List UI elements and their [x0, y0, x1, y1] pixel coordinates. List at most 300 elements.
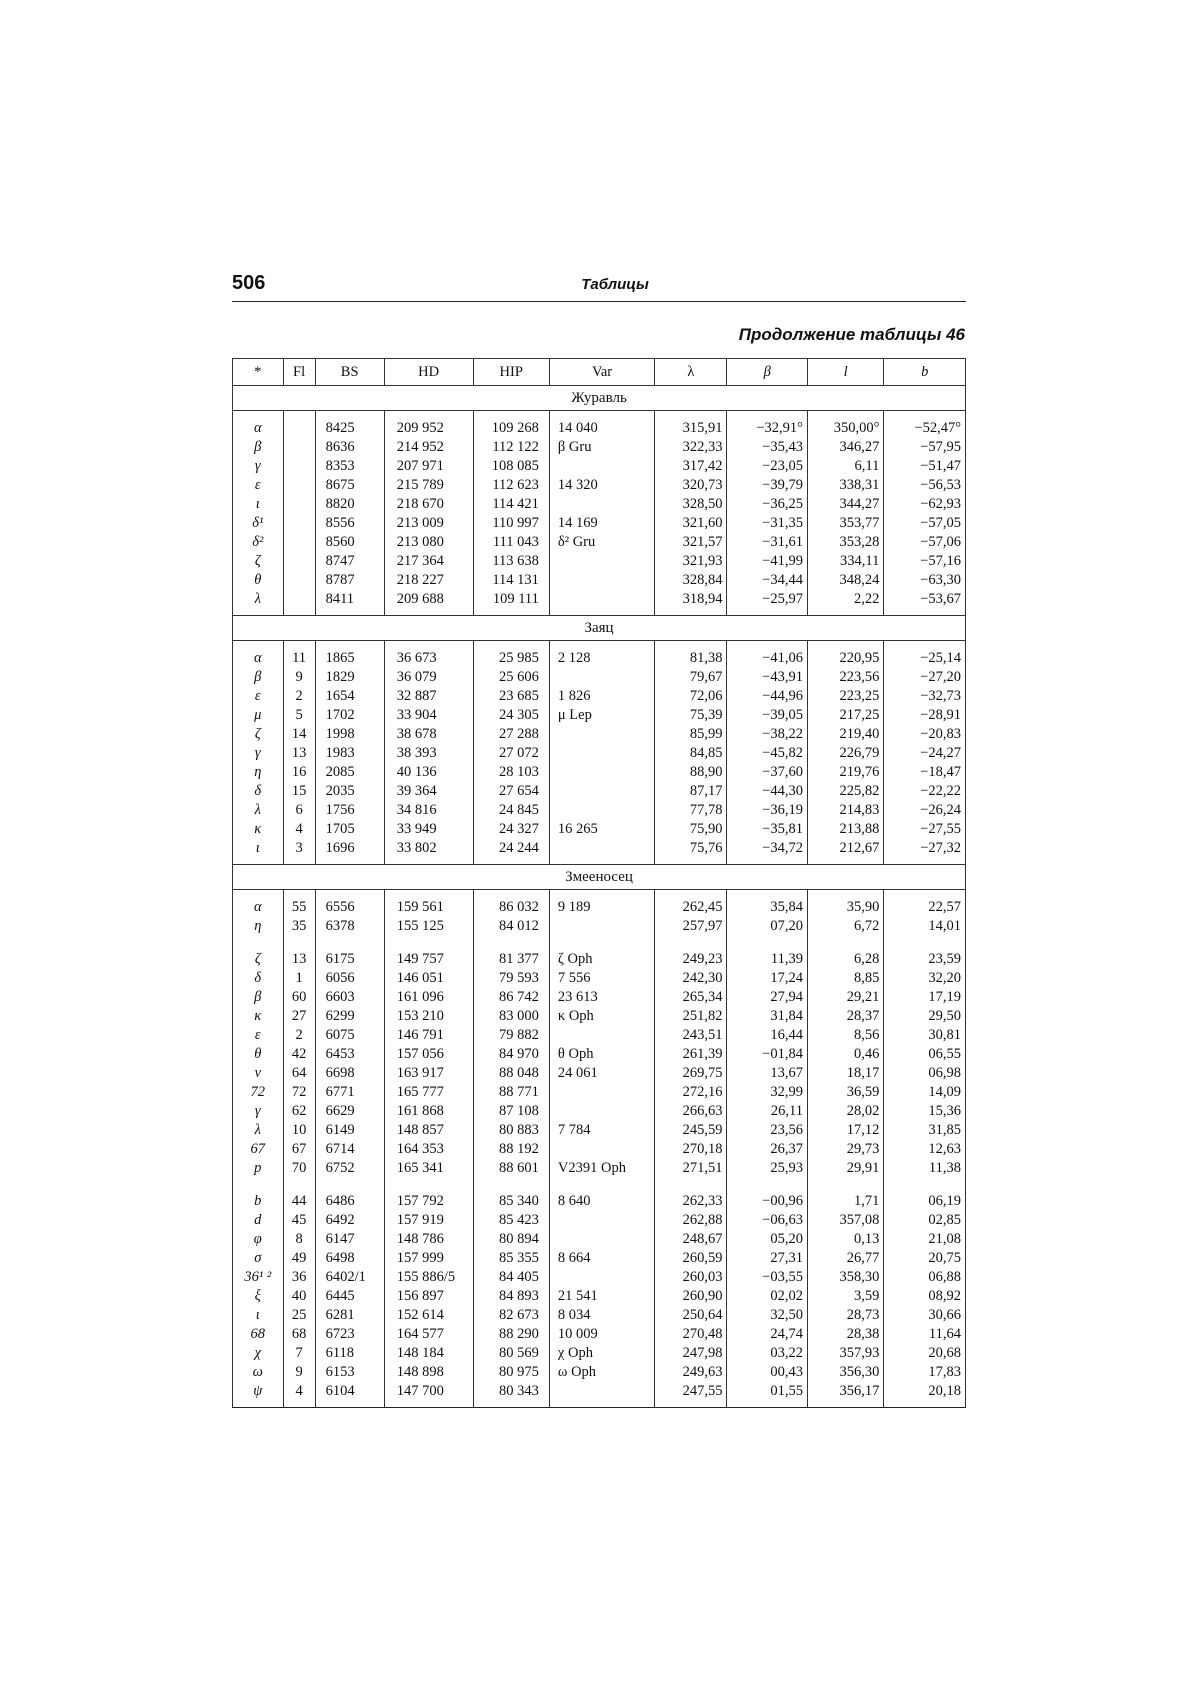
- galactic-l-cell: 6,28: [807, 936, 883, 969]
- lambda-cell: 249,23: [655, 936, 727, 969]
- beta-cell: 26,37: [727, 1140, 808, 1159]
- beta-cell: −43,91: [727, 668, 808, 687]
- galactic-l-cell: 36,59: [807, 1083, 883, 1102]
- hd-cell: 148 184: [384, 1344, 473, 1363]
- galactic-b-cell: 06,55: [884, 1045, 966, 1064]
- hd-cell: 38 393: [384, 744, 473, 763]
- flamsteed-cell: 9: [283, 1363, 315, 1382]
- beta-cell: −31,61: [727, 533, 808, 552]
- bs-cell: 6556: [315, 890, 384, 918]
- beta-cell: −03,55: [727, 1268, 808, 1287]
- bs-cell: 8556: [315, 514, 384, 533]
- star-cell: β: [233, 988, 284, 1007]
- galactic-l-cell: 35,90: [807, 890, 883, 918]
- flamsteed-cell: 27: [283, 1007, 315, 1026]
- beta-cell: 00,43: [727, 1363, 808, 1382]
- header-b: b: [884, 359, 966, 386]
- flamsteed-cell: 16: [283, 763, 315, 782]
- beta-cell: 35,84: [727, 890, 808, 918]
- beta-cell: 16,44: [727, 1026, 808, 1045]
- constellation-row: [233, 865, 966, 890]
- lambda-cell: 77,78: [655, 801, 727, 820]
- var-cell: [549, 590, 654, 616]
- header-var: Var: [549, 359, 654, 386]
- galactic-l-cell: 29,73: [807, 1140, 883, 1159]
- bs-cell: 6402/1: [315, 1268, 384, 1287]
- hip-cell: 84 012: [473, 917, 549, 936]
- lambda-cell: 243,51: [655, 1026, 727, 1045]
- star-cell: ν: [233, 1064, 284, 1083]
- beta-cell: −34,44: [727, 571, 808, 590]
- star-cell: β: [233, 668, 284, 687]
- table-row: [233, 590, 966, 616]
- lambda-cell: 265,34: [655, 988, 727, 1007]
- page-number: 506: [232, 272, 266, 294]
- galactic-b-cell: −56,53: [884, 476, 966, 495]
- header-star: *: [233, 359, 284, 386]
- table-row: [233, 1045, 966, 1064]
- beta-cell: −39,79: [727, 476, 808, 495]
- flamsteed-cell: 60: [283, 988, 315, 1007]
- hip-cell: 88 290: [473, 1325, 549, 1344]
- var-cell: [549, 1026, 654, 1045]
- table-row: [233, 514, 966, 533]
- flamsteed-cell: [283, 514, 315, 533]
- flamsteed-cell: 5: [283, 706, 315, 725]
- var-cell: 24 061: [549, 1064, 654, 1083]
- flamsteed-cell: 2: [283, 687, 315, 706]
- galactic-l-cell: 28,37: [807, 1007, 883, 1026]
- table-row: [233, 936, 966, 969]
- bs-cell: 6445: [315, 1287, 384, 1306]
- beta-cell: −25,97: [727, 590, 808, 616]
- hd-cell: 34 816: [384, 801, 473, 820]
- flamsteed-cell: [283, 411, 315, 439]
- bs-cell: 6153: [315, 1363, 384, 1382]
- galactic-b-cell: 20,18: [884, 1382, 966, 1408]
- galactic-l-cell: 357,08: [807, 1211, 883, 1230]
- table-row: [233, 725, 966, 744]
- star-cell: δ: [233, 782, 284, 801]
- hip-cell: 83 000: [473, 1007, 549, 1026]
- galactic-b-cell: −20,83: [884, 725, 966, 744]
- star-cell: ε: [233, 476, 284, 495]
- hip-cell: 23 685: [473, 687, 549, 706]
- star-cell: γ: [233, 744, 284, 763]
- bs-cell: 6118: [315, 1344, 384, 1363]
- hd-cell: 213 080: [384, 533, 473, 552]
- galactic-b-cell: 02,85: [884, 1211, 966, 1230]
- hip-cell: 84 970: [473, 1045, 549, 1064]
- galactic-l-cell: 356,30: [807, 1363, 883, 1382]
- table-row: [233, 1211, 966, 1230]
- galactic-l-cell: 29,91: [807, 1159, 883, 1178]
- flamsteed-cell: 4: [283, 820, 315, 839]
- bs-cell: 1756: [315, 801, 384, 820]
- lambda-cell: 269,75: [655, 1064, 727, 1083]
- table-row: [233, 1026, 966, 1045]
- hip-cell: 112 122: [473, 438, 549, 457]
- running-title: Таблицы: [581, 276, 649, 293]
- hd-cell: 157 792: [384, 1178, 473, 1211]
- hip-cell: 85 423: [473, 1211, 549, 1230]
- hip-cell: 86 032: [473, 890, 549, 918]
- beta-cell: −38,22: [727, 725, 808, 744]
- hip-cell: 111 043: [473, 533, 549, 552]
- hip-cell: 110 997: [473, 514, 549, 533]
- hd-cell: 209 952: [384, 411, 473, 439]
- bs-cell: 6104: [315, 1382, 384, 1408]
- bs-cell: 6056: [315, 969, 384, 988]
- galactic-b-cell: −57,05: [884, 514, 966, 533]
- flamsteed-cell: 42: [283, 1045, 315, 1064]
- hip-cell: 24 305: [473, 706, 549, 725]
- galactic-b-cell: −27,20: [884, 668, 966, 687]
- bs-cell: 6771: [315, 1083, 384, 1102]
- beta-cell: −41,99: [727, 552, 808, 571]
- flamsteed-cell: [283, 495, 315, 514]
- var-cell: [549, 1140, 654, 1159]
- hip-cell: 109 111: [473, 590, 549, 616]
- star-cell: μ: [233, 706, 284, 725]
- galactic-l-cell: 18,17: [807, 1064, 883, 1083]
- var-cell: [549, 1268, 654, 1287]
- lambda-cell: 328,50: [655, 495, 727, 514]
- hip-cell: 82 673: [473, 1306, 549, 1325]
- star-cell: α: [233, 641, 284, 669]
- hip-cell: 79 882: [473, 1026, 549, 1045]
- flamsteed-cell: 3: [283, 839, 315, 865]
- lambda-cell: 251,82: [655, 1007, 727, 1026]
- galactic-b-cell: 20,75: [884, 1249, 966, 1268]
- galactic-l-cell: 6,72: [807, 917, 883, 936]
- galactic-b-cell: −22,22: [884, 782, 966, 801]
- lambda-cell: 260,59: [655, 1249, 727, 1268]
- hd-cell: 213 009: [384, 514, 473, 533]
- flamsteed-cell: [283, 533, 315, 552]
- star-cell: κ: [233, 1007, 284, 1026]
- beta-cell: 11,39: [727, 936, 808, 969]
- galactic-b-cell: 11,64: [884, 1325, 966, 1344]
- hd-cell: 164 353: [384, 1140, 473, 1159]
- var-cell: [549, 1382, 654, 1408]
- beta-cell: −23,05: [727, 457, 808, 476]
- lambda-cell: 79,67: [655, 668, 727, 687]
- bs-cell: 6492: [315, 1211, 384, 1230]
- galactic-b-cell: 21,08: [884, 1230, 966, 1249]
- bs-cell: 1829: [315, 668, 384, 687]
- table-row: [233, 890, 966, 918]
- table-row: [233, 1268, 966, 1287]
- hip-cell: 80 883: [473, 1121, 549, 1140]
- flamsteed-cell: 8: [283, 1230, 315, 1249]
- hd-cell: 33 949: [384, 820, 473, 839]
- star-cell: χ: [233, 1344, 284, 1363]
- bs-cell: 6175: [315, 936, 384, 969]
- hip-cell: 86 742: [473, 988, 549, 1007]
- galactic-l-cell: 358,30: [807, 1268, 883, 1287]
- galactic-l-cell: 213,88: [807, 820, 883, 839]
- beta-cell: −01,84: [727, 1045, 808, 1064]
- star-cell: γ: [233, 457, 284, 476]
- hip-cell: 88 048: [473, 1064, 549, 1083]
- galactic-l-cell: 28,73: [807, 1306, 883, 1325]
- beta-cell: −36,25: [727, 495, 808, 514]
- galactic-b-cell: −24,27: [884, 744, 966, 763]
- var-cell: 14 040: [549, 411, 654, 439]
- galactic-l-cell: 1,71: [807, 1178, 883, 1211]
- hd-cell: 155 886/5: [384, 1268, 473, 1287]
- table-row: [233, 495, 966, 514]
- lambda-cell: 75,76: [655, 839, 727, 865]
- header-l: l: [807, 359, 883, 386]
- bs-cell: 6714: [315, 1140, 384, 1159]
- table-row: [233, 668, 966, 687]
- hd-cell: 165 777: [384, 1083, 473, 1102]
- hd-cell: 33 904: [384, 706, 473, 725]
- galactic-b-cell: −62,93: [884, 495, 966, 514]
- beta-cell: 01,55: [727, 1382, 808, 1408]
- beta-cell: 17,24: [727, 969, 808, 988]
- galactic-l-cell: 214,83: [807, 801, 883, 820]
- bs-cell: 6075: [315, 1026, 384, 1045]
- galactic-b-cell: −57,06: [884, 533, 966, 552]
- beta-cell: −36,19: [727, 801, 808, 820]
- var-cell: [549, 495, 654, 514]
- galactic-b-cell: 30,81: [884, 1026, 966, 1045]
- star-cell: b: [233, 1178, 284, 1211]
- beta-cell: 23,56: [727, 1121, 808, 1140]
- hd-cell: 164 577: [384, 1325, 473, 1344]
- var-cell: [549, 744, 654, 763]
- hip-cell: 114 131: [473, 571, 549, 590]
- hip-cell: 88 771: [473, 1083, 549, 1102]
- galactic-l-cell: 0,46: [807, 1045, 883, 1064]
- galactic-l-cell: 220,95: [807, 641, 883, 669]
- flamsteed-cell: [283, 476, 315, 495]
- hd-cell: 163 917: [384, 1064, 473, 1083]
- bs-cell: 1865: [315, 641, 384, 669]
- galactic-b-cell: 30,66: [884, 1306, 966, 1325]
- galactic-b-cell: −32,73: [884, 687, 966, 706]
- flamsteed-cell: 70: [283, 1159, 315, 1178]
- galactic-l-cell: 219,76: [807, 763, 883, 782]
- galactic-l-cell: 212,67: [807, 839, 883, 865]
- header-bs: BS: [315, 359, 384, 386]
- star-cell: λ: [233, 801, 284, 820]
- galactic-b-cell: −27,55: [884, 820, 966, 839]
- bs-cell: 8425: [315, 411, 384, 439]
- bs-cell: 1998: [315, 725, 384, 744]
- star-catalog-table: [232, 358, 966, 1408]
- star-cell: 67: [233, 1140, 284, 1159]
- beta-cell: −45,82: [727, 744, 808, 763]
- galactic-b-cell: 29,50: [884, 1007, 966, 1026]
- star-cell: ξ: [233, 1287, 284, 1306]
- galactic-b-cell: −25,14: [884, 641, 966, 669]
- var-cell: 21 541: [549, 1287, 654, 1306]
- hd-cell: 148 898: [384, 1363, 473, 1382]
- bs-cell: 6629: [315, 1102, 384, 1121]
- galactic-l-cell: 28,38: [807, 1325, 883, 1344]
- hd-cell: 161 868: [384, 1102, 473, 1121]
- var-cell: 10 009: [549, 1325, 654, 1344]
- star-cell: 36¹ ²: [233, 1268, 284, 1287]
- lambda-cell: 321,60: [655, 514, 727, 533]
- hd-cell: 155 125: [384, 917, 473, 936]
- table-row: [233, 1083, 966, 1102]
- table-row: [233, 1363, 966, 1382]
- hip-cell: 88 601: [473, 1159, 549, 1178]
- galactic-l-cell: 344,27: [807, 495, 883, 514]
- flamsteed-cell: 45: [283, 1211, 315, 1230]
- beta-cell: 05,20: [727, 1230, 808, 1249]
- var-cell: 7 556: [549, 969, 654, 988]
- var-cell: 14 320: [549, 476, 654, 495]
- galactic-l-cell: 353,28: [807, 533, 883, 552]
- beta-cell: −06,63: [727, 1211, 808, 1230]
- hip-cell: 80 569: [473, 1344, 549, 1363]
- var-cell: 16 265: [549, 820, 654, 839]
- galactic-l-cell: 223,56: [807, 668, 883, 687]
- galactic-b-cell: −57,95: [884, 438, 966, 457]
- hd-cell: 157 919: [384, 1211, 473, 1230]
- table-row: [233, 839, 966, 865]
- var-cell: [549, 457, 654, 476]
- galactic-b-cell: 23,59: [884, 936, 966, 969]
- lambda-cell: 270,48: [655, 1325, 727, 1344]
- var-cell: β Gru: [549, 438, 654, 457]
- hip-cell: 88 192: [473, 1140, 549, 1159]
- beta-cell: 32,99: [727, 1083, 808, 1102]
- hip-cell: 27 288: [473, 725, 549, 744]
- table-row: [233, 1178, 966, 1211]
- table-row: [233, 706, 966, 725]
- hip-cell: 84 405: [473, 1268, 549, 1287]
- hd-cell: 146 791: [384, 1026, 473, 1045]
- hip-cell: 80 894: [473, 1230, 549, 1249]
- galactic-l-cell: 17,12: [807, 1121, 883, 1140]
- var-cell: 23 613: [549, 988, 654, 1007]
- flamsteed-cell: 7: [283, 1344, 315, 1363]
- table-row: [233, 552, 966, 571]
- lambda-cell: 322,33: [655, 438, 727, 457]
- var-cell: [549, 801, 654, 820]
- star-cell: ι: [233, 839, 284, 865]
- table-row: [233, 1140, 966, 1159]
- star-cell: α: [233, 890, 284, 918]
- bs-cell: 8411: [315, 590, 384, 616]
- bs-cell: 6486: [315, 1178, 384, 1211]
- galactic-l-cell: 225,82: [807, 782, 883, 801]
- hip-cell: 80 343: [473, 1382, 549, 1408]
- bs-cell: 1983: [315, 744, 384, 763]
- lambda-cell: 271,51: [655, 1159, 727, 1178]
- table-row: [233, 917, 966, 936]
- hip-cell: 114 421: [473, 495, 549, 514]
- lambda-cell: 85,99: [655, 725, 727, 744]
- galactic-l-cell: 334,11: [807, 552, 883, 571]
- constellation-row: [233, 616, 966, 641]
- bs-cell: 6378: [315, 917, 384, 936]
- lambda-cell: 257,97: [655, 917, 727, 936]
- lambda-cell: 72,06: [655, 687, 727, 706]
- hd-cell: 38 678: [384, 725, 473, 744]
- lambda-cell: 261,39: [655, 1045, 727, 1064]
- hd-cell: 36 673: [384, 641, 473, 669]
- galactic-b-cell: 22,57: [884, 890, 966, 918]
- table-row: [233, 571, 966, 590]
- hd-cell: 218 227: [384, 571, 473, 590]
- hd-cell: 149 757: [384, 936, 473, 969]
- hip-cell: 108 085: [473, 457, 549, 476]
- lambda-cell: 247,98: [655, 1344, 727, 1363]
- table-row: [233, 1249, 966, 1268]
- beta-cell: −31,35: [727, 514, 808, 533]
- hd-cell: 214 952: [384, 438, 473, 457]
- bs-cell: 8636: [315, 438, 384, 457]
- flamsteed-cell: 6: [283, 801, 315, 820]
- constellation-name: Змееносец: [233, 865, 966, 890]
- lambda-cell: 81,38: [655, 641, 727, 669]
- hd-cell: 165 341: [384, 1159, 473, 1178]
- flamsteed-cell: 72: [283, 1083, 315, 1102]
- bs-cell: 8353: [315, 457, 384, 476]
- hd-cell: 147 700: [384, 1382, 473, 1408]
- var-cell: [549, 571, 654, 590]
- table-row: [233, 1306, 966, 1325]
- bs-cell: 2035: [315, 782, 384, 801]
- bs-cell: 1654: [315, 687, 384, 706]
- bs-cell: 6752: [315, 1159, 384, 1178]
- beta-cell: 02,02: [727, 1287, 808, 1306]
- table-continuation-caption: Продолжение таблицы 46: [738, 325, 965, 344]
- table-row: [233, 1007, 966, 1026]
- table-row: [233, 1159, 966, 1178]
- galactic-l-cell: 348,24: [807, 571, 883, 590]
- beta-cell: 25,93: [727, 1159, 808, 1178]
- hd-cell: 159 561: [384, 890, 473, 918]
- galactic-l-cell: 353,77: [807, 514, 883, 533]
- beta-cell: −35,81: [727, 820, 808, 839]
- table-row: [233, 438, 966, 457]
- hd-cell: 148 786: [384, 1230, 473, 1249]
- table-row: [233, 969, 966, 988]
- flamsteed-cell: 55: [283, 890, 315, 918]
- star-cell: 68: [233, 1325, 284, 1344]
- var-cell: [549, 552, 654, 571]
- flamsteed-cell: [283, 590, 315, 616]
- galactic-b-cell: 14,01: [884, 917, 966, 936]
- bs-cell: 6453: [315, 1045, 384, 1064]
- flamsteed-cell: 13: [283, 744, 315, 763]
- bs-cell: 6498: [315, 1249, 384, 1268]
- var-cell: 8 640: [549, 1178, 654, 1211]
- var-cell: [549, 782, 654, 801]
- flamsteed-cell: 62: [283, 1102, 315, 1121]
- table-row: [233, 1344, 966, 1363]
- bs-cell: 8560: [315, 533, 384, 552]
- bs-cell: 6723: [315, 1325, 384, 1344]
- table-row: [233, 411, 966, 439]
- hip-cell: 25 985: [473, 641, 549, 669]
- beta-cell: −44,30: [727, 782, 808, 801]
- flamsteed-cell: 25: [283, 1306, 315, 1325]
- bs-cell: 6299: [315, 1007, 384, 1026]
- var-cell: [549, 1102, 654, 1121]
- hd-cell: 157 056: [384, 1045, 473, 1064]
- var-cell: [549, 1083, 654, 1102]
